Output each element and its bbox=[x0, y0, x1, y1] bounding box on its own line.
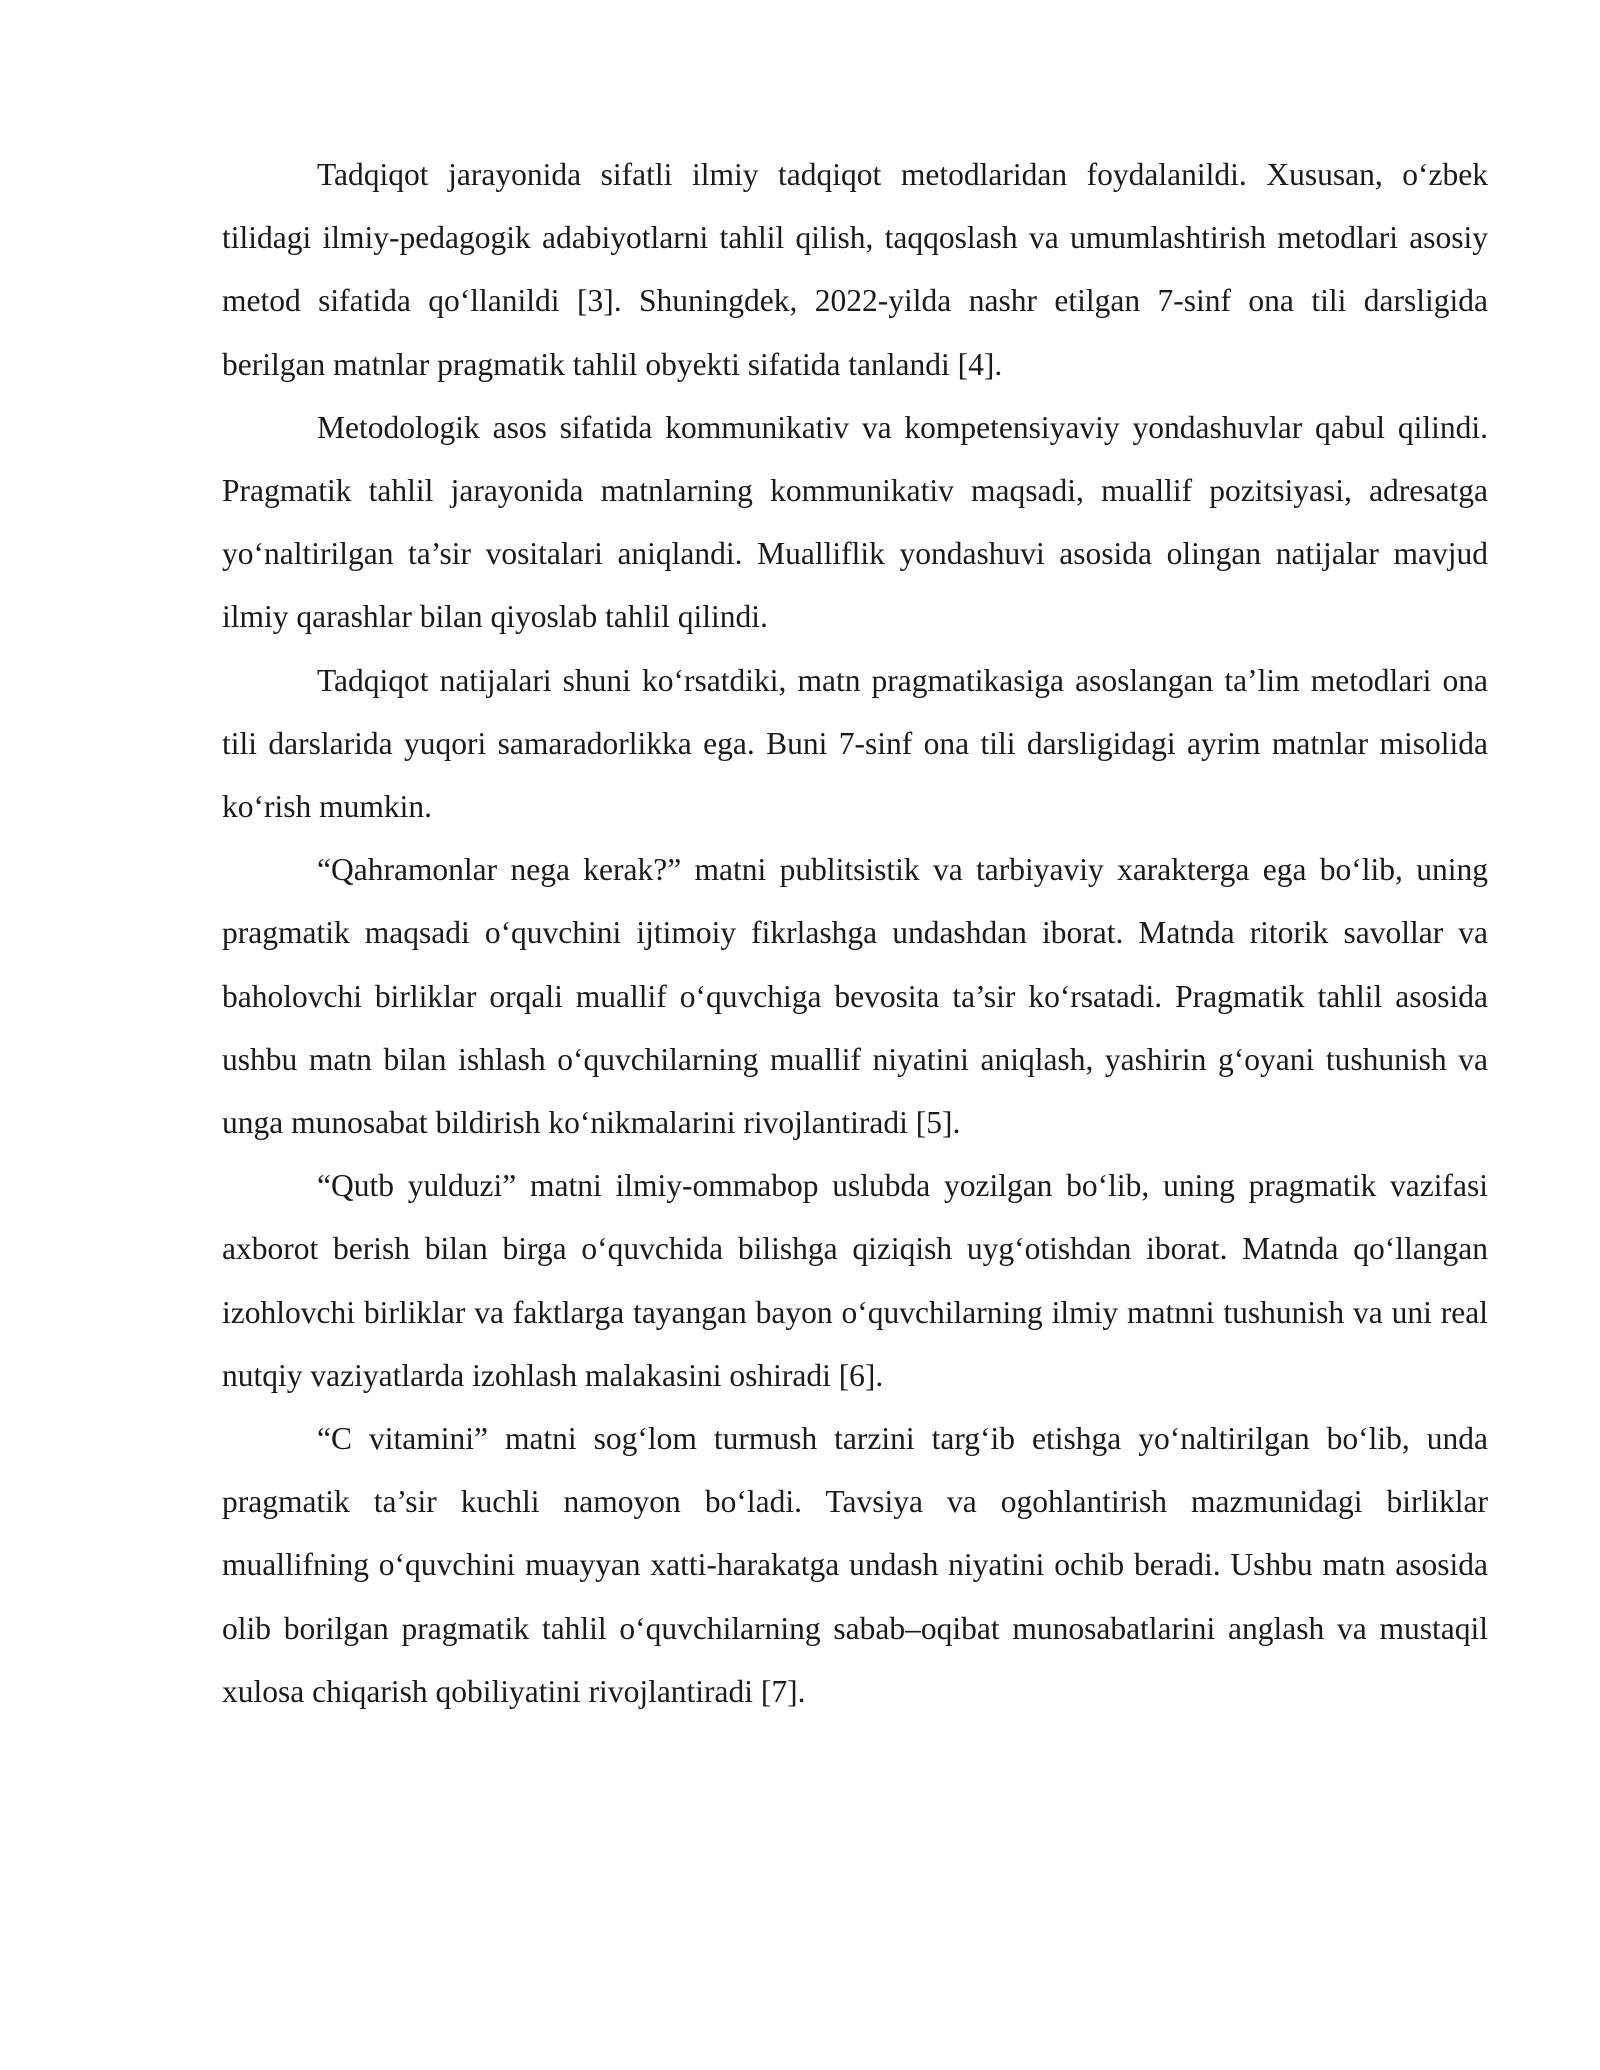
paragraph-methodology: Metodologik asos sifatida kommunikativ va kompetensiyaviy yondashuvlar qabul qilindi. Pragmatik tahlil jarayonida matnlarning kommunikativ maqsadi, muallif pozitsiyasi, adresatga yo‘naltirilgan ta’sir vositalari aniqlandi. Mualliflik yondashuvi asosida olingan natijalar mavjud ilmiy qarashlar bilan qiyoslab tahlil qilindi. bbox=[222, 409, 1488, 635]
paragraph-c-vitamini: “C vitamini” matni sog‘lom turmush tarzini targ‘ib etishga yo‘naltirilgan bo‘lib, unda pragmatik ta’sir kuchli namoyon bo‘ladi. Tavsiya va ogohlantirish mazmunidagi birliklar muallifning o‘quvchini muayyan xatti-harakatga undash niyatini ochib beradi. Ushbu matn asosida olib borilgan pragmatik tahlil o‘quvchilarning sabab–oqibat munosabatlarini anglash va mustaqil xulosa chiqarish qobiliyatini rivojlantiradi [7]. bbox=[222, 1421, 1488, 1709]
paragraph-methods: Tadqiqot jarayonida sifatli ilmiy tadqiqot metodlaridan foydalanildi. Xususan, o‘zbek tilidagi ilmiy-pedagogik adabiyotlarni tahlil qilish, taqqoslash va umumlashtirish metodlari asosiy metod sifatida qo‘llanildi [3]. Shuningdek, 2022-yilda nashr etilgan 7-sinf ona tili darsligida berilgan matnlar pragmatik tahlil obyekti sifatida tanlandi [4]. bbox=[222, 157, 1488, 382]
paragraph-results: Tadqiqot natijalari shuni ko‘rsatdiki, matn pragmatikasiga asoslangan ta’lim metodlari ona tili darslarida yuqori samaradorlikka ega. Buni 7-sinf ona tili darsligidagi ayrim matnlar misolida ko‘rish mumkin. bbox=[222, 662, 1488, 825]
paragraph-qutb-yulduzi: “Qutb yulduzi” matni ilmiy-ommabop uslubda yozilgan bo‘lib, uning pragmatik vazifasi axborot berish bilan birga o‘quvchida bilishga qiziqish uyg‘otishdan iborat. Matnda qo‘llangan izohlovchi birliklar va faktlarga tayangan bayon o‘quvchilarning ilmiy matnni tushunish va uni real nutqiy vaziyatlarda izohlash malakasini oshiradi [6]. bbox=[222, 1168, 1488, 1393]
document-body bbox=[222, 143, 1488, 1723]
paragraph-qahramonlar: “Qahramonlar nega kerak?” matni publitsistik va tarbiyaviy xarakterga ega bo‘lib, uning pragmatik maqsadi o‘quvchini ijtimoiy fikrlashga undashdan iborat. Matnda ritorik savollar va baholovchi birliklar orqali muallif o‘quvchiga bevosita ta’sir ko‘rsatadi. Pragmatik tahlil asosida ushbu matn bilan ishlash o‘quvchilarning muallif niyatini aniqlash, yashirin g‘oyani tushunish va unga munosabat bildirish ko‘nikmalarini rivojlantiradi [5]. bbox=[222, 852, 1488, 1141]
